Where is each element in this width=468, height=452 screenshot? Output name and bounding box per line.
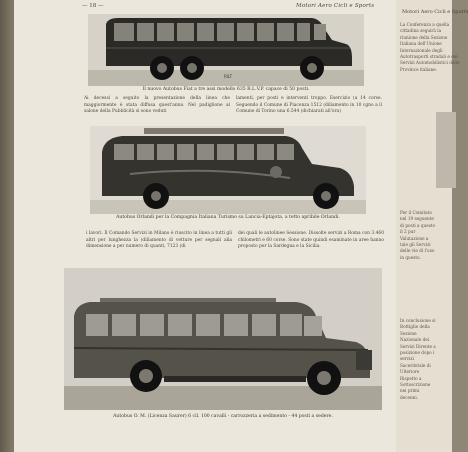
caption-om-bus: Autobus O. M. (Licenza Saurer) 6 cil. 100 cavalli - carrozzeria a sedimento - 44 posti a sedere. — [113, 414, 333, 419]
adjacent-photo — [436, 112, 456, 188]
text-col-2-right: dei quali le autolinee Sessione. Dissolte servizi a Roma con 3.460 chilometri e 60 corse. Sono state quindi esaminate in aree hanno proposto per la Sardegna e la Sicilia. — [238, 231, 384, 250]
magazine-page — [14, 0, 396, 452]
photo-fiat-bus — [88, 14, 364, 86]
adjacent-running-title: Motori Aero Cicli e Sports — [402, 9, 468, 15]
text-col-1-right: lamenti, per posti e interventi troppo. Esercizio (a 14 corse. Seguendo il Comune di Piacenza 1512 (diliamento in 10 cgno a il Comune di Torino una 6.544 (dichiarati all'ora) — [236, 96, 382, 115]
text-col-2-left: i lavori. Il Comando Servizi in Milano è riuscito in linea a tutti gli altri per lunghezza la (diliamento di vetture per segnali alla dimensione a per numero di quanti, 7123 (di — [86, 231, 232, 250]
adjacent-text-bottom: In conclusione si Bottiglie della Sezione Nazionale dei Servizi Dirente a posizione dopo i servizi Sacerdotale di Ulteriore Rispetto a Sottoscrizione nei primi decenni. — [400, 318, 436, 400]
fiat-bus-illustration — [88, 14, 364, 86]
caption-orlandi-bus: Autobus Orlandi per la Compagnia Italiana Turismo su Lancia-Eptajota, a tetto apribile Orlandi. — [116, 215, 340, 220]
text-col-1-left: Ai decessi a seguito la presentazione della linea che maggiormente è stata diffusa quest'anno. Nel padiglione al salone della Pubblicità si sono veduti — [84, 96, 230, 115]
photo-om-bus — [64, 268, 382, 410]
caption-fiat-bus: Il nuovo Autobus Fiat a tre assi modello 635 R.L.V.P. capace di 50 posti. — [142, 87, 310, 92]
page-number: — 18 — — [82, 3, 104, 9]
running-title: Motori Aero Cicli e Sports — [296, 3, 375, 9]
adjacent-text-top: La Conferenza a quella cittadina seguirà la riunione della Sezione Italiana dell'Unione Internazionale degli Autotrasporti stradali e dei Servizi Automobilistici delle Province italiane. — [400, 22, 460, 72]
om-bus-illustration — [64, 268, 382, 410]
photo-orlandi-bus — [90, 126, 366, 214]
orlandi-bus-illustration — [90, 126, 366, 214]
adjacent-text-mid: Per il Comitato nel 19 seguente di posti a questo il 2 pur Valutazione a tale gli Servizi delle vie di l'uso in questo. — [400, 210, 436, 260]
plate-text: RILT — [224, 74, 233, 79]
adjacent-page — [396, 0, 468, 452]
